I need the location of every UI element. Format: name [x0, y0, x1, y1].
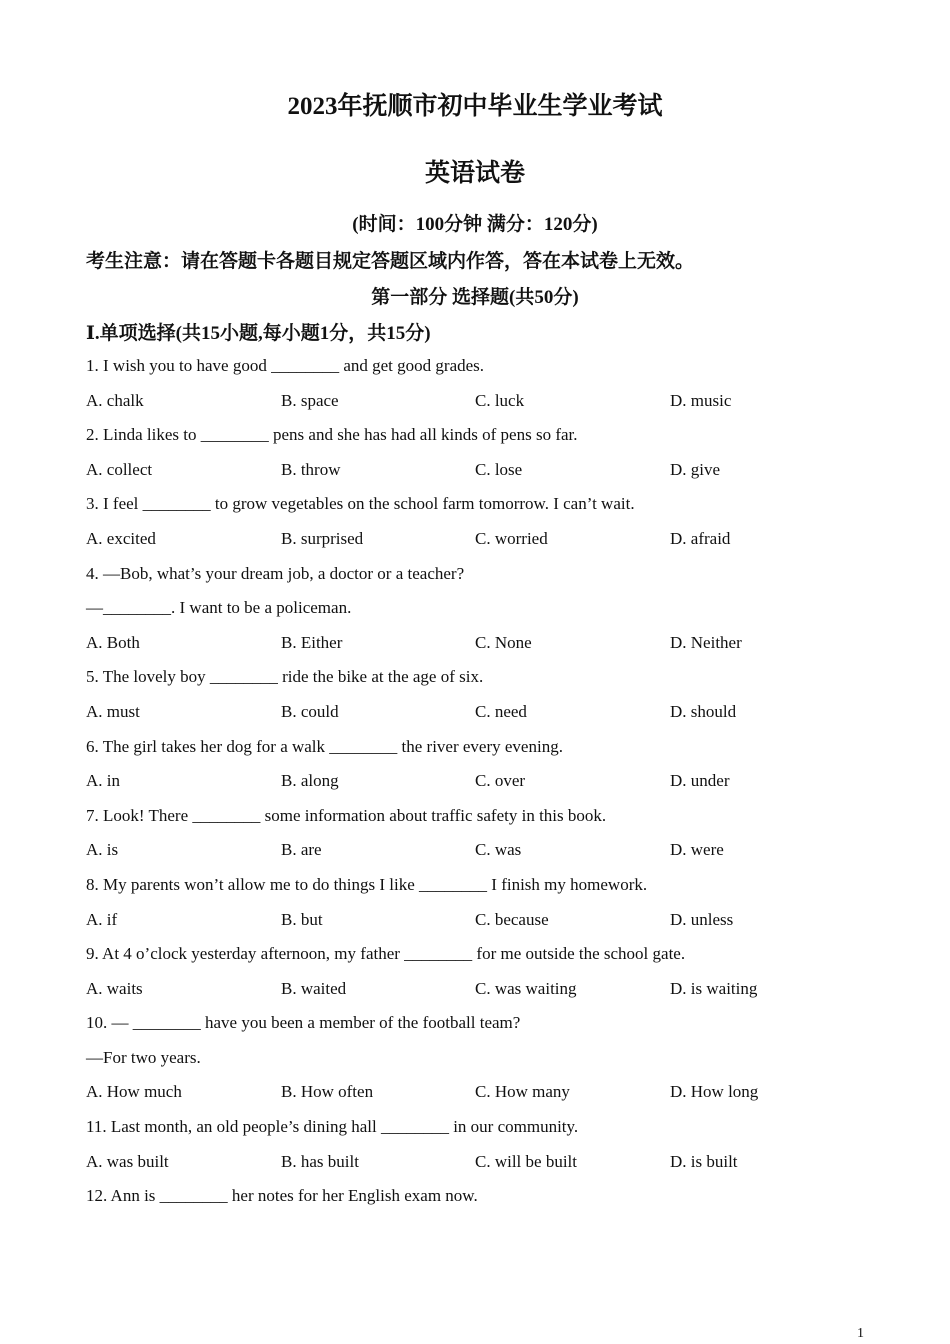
option-b: B. are: [281, 840, 322, 860]
question-stem-9: 9. At 4 o’clock yesterday afternoon, my father ________ for me outside the school gate.: [86, 944, 686, 964]
question-options-10: [86, 1078, 886, 1113]
question-options-4: [86, 629, 886, 664]
option-a: A. if: [86, 909, 118, 929]
option-c: C. because: [475, 909, 549, 929]
question-stem-4-reply: —________. I want to be a policeman.: [86, 598, 352, 618]
option-a: A. excited: [86, 528, 156, 548]
candidate-notice: 考生注意：请在答题卡各题目规定答题区域内作答，答在本试卷上无效。: [86, 251, 695, 272]
question-list: [86, 352, 886, 1217]
question-options-1: [86, 387, 886, 422]
option-d: D. music: [670, 390, 732, 410]
option-b: B. space: [281, 390, 339, 410]
question-options-7: [86, 836, 886, 871]
option-c: C. was waiting: [475, 978, 577, 998]
question-options-9: [86, 975, 886, 1010]
option-c: C. was: [475, 840, 522, 860]
option-a: A. chalk: [86, 390, 144, 410]
option-d: D. How long: [670, 1082, 759, 1102]
option-a: A. collect: [86, 459, 153, 479]
option-a: A. How much: [86, 1082, 182, 1102]
question-stem-8: 8. My parents won’t allow me to do things I like ________ I finish my homework.: [86, 874, 648, 894]
section-title: Ⅰ.单项选择(共15小题,每小题1分，共15分): [86, 323, 431, 344]
page-number: 1: [857, 1326, 864, 1341]
option-b: B. but: [281, 909, 323, 929]
option-d: D. under: [670, 771, 730, 791]
option-b: B. could: [281, 701, 339, 721]
option-b: B. along: [281, 771, 339, 791]
option-b: B. waited: [281, 978, 347, 998]
option-c: C. How many: [475, 1082, 570, 1102]
option-d: D. give: [670, 459, 721, 479]
option-c: C. worried: [475, 528, 548, 548]
option-d: D. is built: [670, 1151, 738, 1171]
option-c: C. lose: [475, 459, 523, 479]
option-a: A. in: [86, 771, 120, 791]
question-stem-5: 5. The lovely boy ________ ride the bike at the age of six.: [86, 667, 484, 687]
option-a: A. was built: [86, 1151, 169, 1171]
question-stem-7: 7. Look! There ________ some information about traffic safety in this book.: [86, 805, 607, 825]
exam-subtitle: 英语试卷: [424, 160, 525, 187]
option-d: D. should: [670, 701, 737, 721]
question-options-11: [86, 1148, 886, 1183]
question-stem-2: 2. Linda likes to ________ pens and she has had all kinds of pens so far.: [86, 425, 578, 445]
question-options-2: [86, 456, 886, 491]
question-stem-3: 3. I feel ________ to grow vegetables on the school farm tomorrow. I can’t wait.: [86, 494, 635, 514]
option-c: C. None: [475, 632, 532, 652]
question-stem-10: 10. — ________ have you been a member of the football team?: [86, 1013, 521, 1033]
option-d: D. is waiting: [670, 978, 758, 998]
option-d: D. were: [670, 840, 724, 860]
exam-title: 2023年抚顺市初中毕业生学业考试: [287, 93, 663, 120]
option-c: C. luck: [475, 390, 525, 410]
option-d: D. Neither: [670, 632, 742, 652]
question-options-3: [86, 525, 886, 560]
option-b: B. Either: [281, 632, 343, 652]
question-stem-11: 11. Last month, an old people’s dining hall ________ in our community.: [86, 1117, 579, 1137]
option-c: C. need: [475, 701, 527, 721]
question-stem-6: 6. The girl takes her dog for a walk ________ the river every evening.: [86, 736, 563, 756]
part-title: 第一部分 选择题(共50分): [371, 287, 579, 308]
question-stem-1: 1. I wish you to have good ________ and get good grades.: [86, 356, 485, 375]
option-a: A. Both: [86, 632, 140, 652]
question-stem-4: 4. —Bob, what’s your dream job, a doctor or a teacher?: [86, 563, 465, 583]
option-a: A. must: [86, 701, 140, 721]
time-info: (时间：100分钟 满分：120分): [352, 214, 598, 235]
option-b: B. has built: [281, 1151, 359, 1171]
question-options-6: [86, 767, 886, 802]
option-b: B. How often: [281, 1082, 374, 1102]
question-options-8: [86, 906, 886, 941]
option-b: B. throw: [281, 459, 341, 479]
option-a: A. waits: [86, 978, 143, 998]
option-d: D. afraid: [670, 528, 731, 548]
question-stem-10-reply: —For two years.: [86, 1047, 201, 1067]
option-b: B. surprised: [281, 528, 364, 548]
question-options-5: [86, 698, 886, 733]
option-a: A. is: [86, 840, 119, 860]
option-c: C. over: [475, 771, 526, 791]
question-stem-12: 12. Ann is ________ her notes for her English exam now.: [86, 1186, 478, 1206]
option-d: D. unless: [670, 909, 734, 929]
option-c: C. will be built: [475, 1151, 577, 1171]
